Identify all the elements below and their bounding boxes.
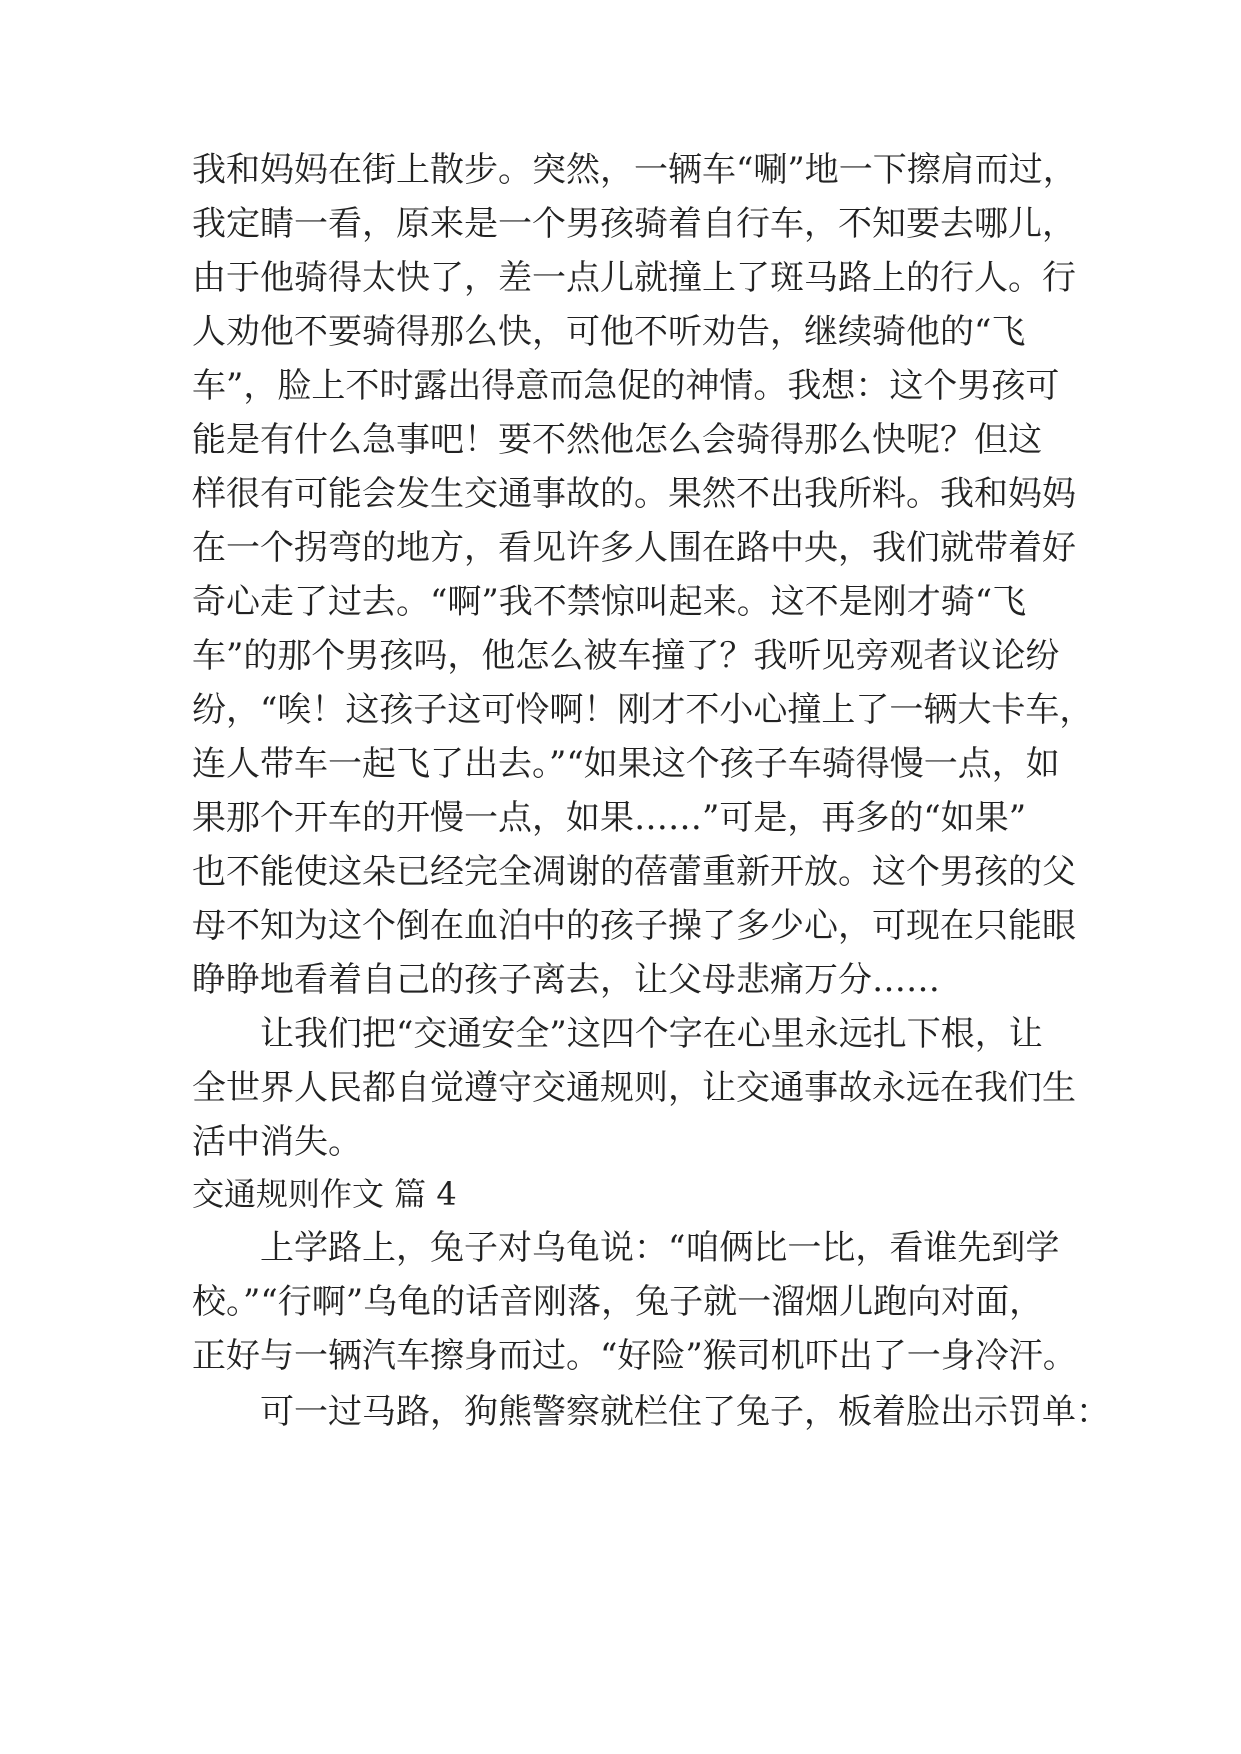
- paragraph-1-line-6: 能是有什么急事吧！要不然他怎么会骑得那么快呢？但这: [192, 420, 1042, 460]
- section-heading: 交通规则作文 篇 4: [192, 1175, 457, 1213]
- paragraph-1-line-14: 也不能使这朵已经完全凋谢的蓓蕾重新开放。这个男孩的父: [192, 852, 1076, 892]
- paragraph-1-line-15: 母不知为这个倒在血泊中的孩子操了多少心，可现在只能眼: [192, 906, 1076, 946]
- paragraph-4-line-1: 可一过马路，狗熊警察就栏住了兔子，板着脸出示罚单：: [260, 1392, 1110, 1432]
- paragraph-1-line-9: 奇心走了过去。“啊”我不禁惊叫起来。这不是刚才骑“飞: [192, 582, 1027, 622]
- paragraph-1-line-12: 连人带车一起飞了出去。”“如果这个孩子车骑得慢一点，如: [192, 744, 1060, 784]
- paragraph-1-line-7: 样很有可能会发生交通事故的。果然不出我所料。我和妈妈: [192, 474, 1076, 514]
- paragraph-3-line-3: 正好与一辆汽车擦身而过。“好险”猴司机吓出了一身冷汗。: [192, 1336, 1077, 1376]
- paragraph-1-line-16: 睁睁地看着自己的孩子离去，让父母悲痛万分……: [192, 960, 940, 1000]
- paragraph-1-line-1: 我和妈妈在街上散步。突然，一辆车“唰”地一下擦肩而过，: [192, 150, 1077, 190]
- paragraph-2-line-1: 让我们把“交通安全”这四个字在心里永远扎下根，让: [260, 1014, 1043, 1054]
- paragraph-3-line-1: 上学路上，兔子对乌龟说：“咱俩比一比，看谁先到学: [260, 1228, 1060, 1268]
- paragraph-1-line-2: 我定睛一看，原来是一个男孩骑着自行车，不知要去哪儿，: [192, 204, 1076, 244]
- paragraph-2-line-3: 活中消失。: [192, 1122, 362, 1162]
- paragraph-1-line-8: 在一个拐弯的地方，看见许多人围在路中央，我们就带着好: [192, 528, 1076, 568]
- paragraph-3-line-2: 校。”“行啊”乌龟的话音刚落，兔子就一溜烟儿跑向对面，: [192, 1282, 1044, 1322]
- paragraph-1-line-4: 人劝他不要骑得那么快，可他不听劝告，继续骑他的“飞: [192, 312, 1026, 352]
- paragraph-1-line-13: 果那个开车的开慢一点，如果……”可是，再多的“如果”: [192, 798, 1027, 838]
- paragraph-1-line-3: 由于他骑得太快了，差一点儿就撞上了斑马路上的行人。行: [192, 258, 1076, 298]
- paragraph-1-line-11: 纷，“唉！这孩子这可怜啊！刚才不小心撞上了一辆大卡车，: [192, 690, 1094, 730]
- paragraph-1-line-10: 车”的那个男孩吗，他怎么被车撞了？我听见旁观者议论纷: [192, 636, 1060, 676]
- paragraph-2-line-2: 全世界人民都自觉遵守交通规则，让交通事故永远在我们生: [192, 1068, 1076, 1108]
- paragraph-1-line-5: 车”，脸上不时露出得意而急促的神情。我想：这个男孩可: [192, 366, 1060, 406]
